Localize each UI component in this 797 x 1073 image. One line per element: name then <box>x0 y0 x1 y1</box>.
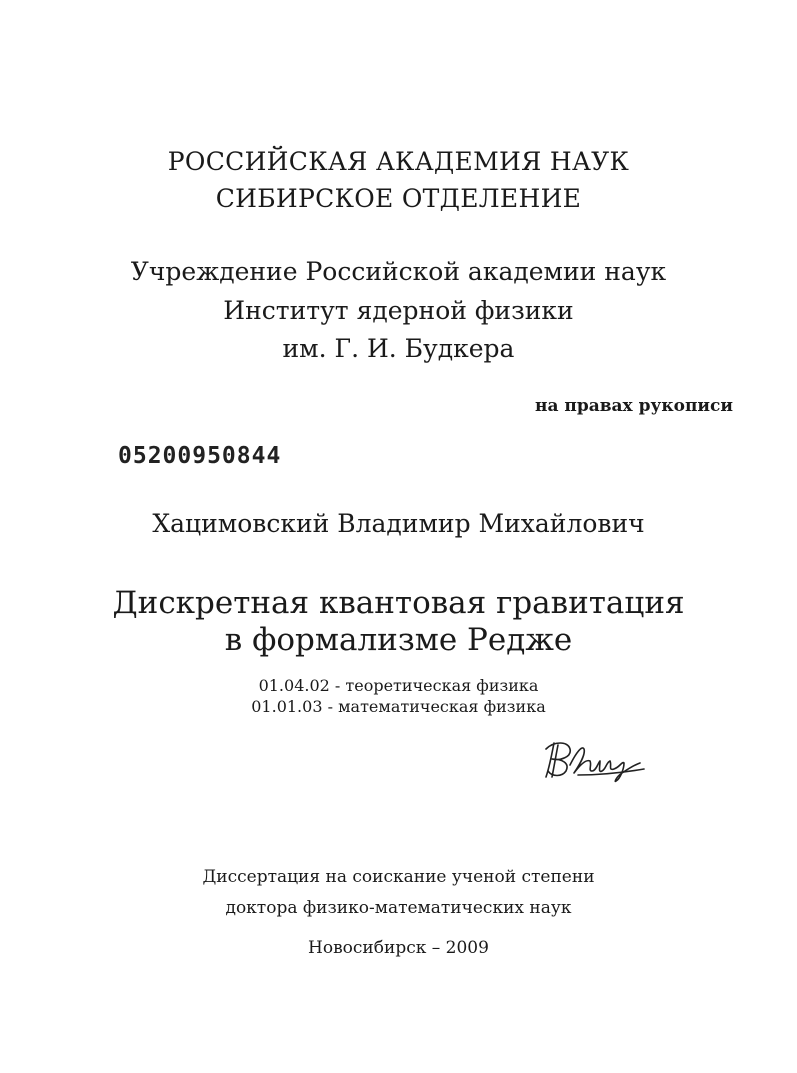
place-year: Новосибирск – 2009 <box>308 938 489 958</box>
signature-image <box>540 735 650 785</box>
author-name: Хацимовский Владимир Михайлович <box>152 509 645 538</box>
branch-title: СИБИРСКОЕ ОТДЕЛЕНИЕ <box>215 184 582 213</box>
institution-line-2: Институт ядерной физики <box>223 296 574 325</box>
academy-title: РОССИЙСКАЯ АКАДЕМИЯ НАУК <box>167 147 630 176</box>
specialty-1: 01.04.02 - теоретическая физика <box>258 676 539 695</box>
institution-line-3: им. Г. И. Будкера <box>282 334 515 363</box>
dissertation-line-2: доктора физико-математических наук <box>225 898 572 918</box>
specialty-2: 01.01.03 - математическая физика <box>251 697 546 716</box>
catalog-code: 05200950844 <box>118 443 282 469</box>
manuscript-note: на правах рукописи <box>535 396 733 416</box>
thesis-title-line-2: в формализме Редже <box>224 622 573 658</box>
institution-line-1: Учреждение Российской академии наук <box>130 257 667 286</box>
dissertation-line-1: Диссертация на соискание ученой степени <box>202 867 595 887</box>
thesis-title-line-1: Дискретная квантовая гравитация <box>112 585 685 621</box>
